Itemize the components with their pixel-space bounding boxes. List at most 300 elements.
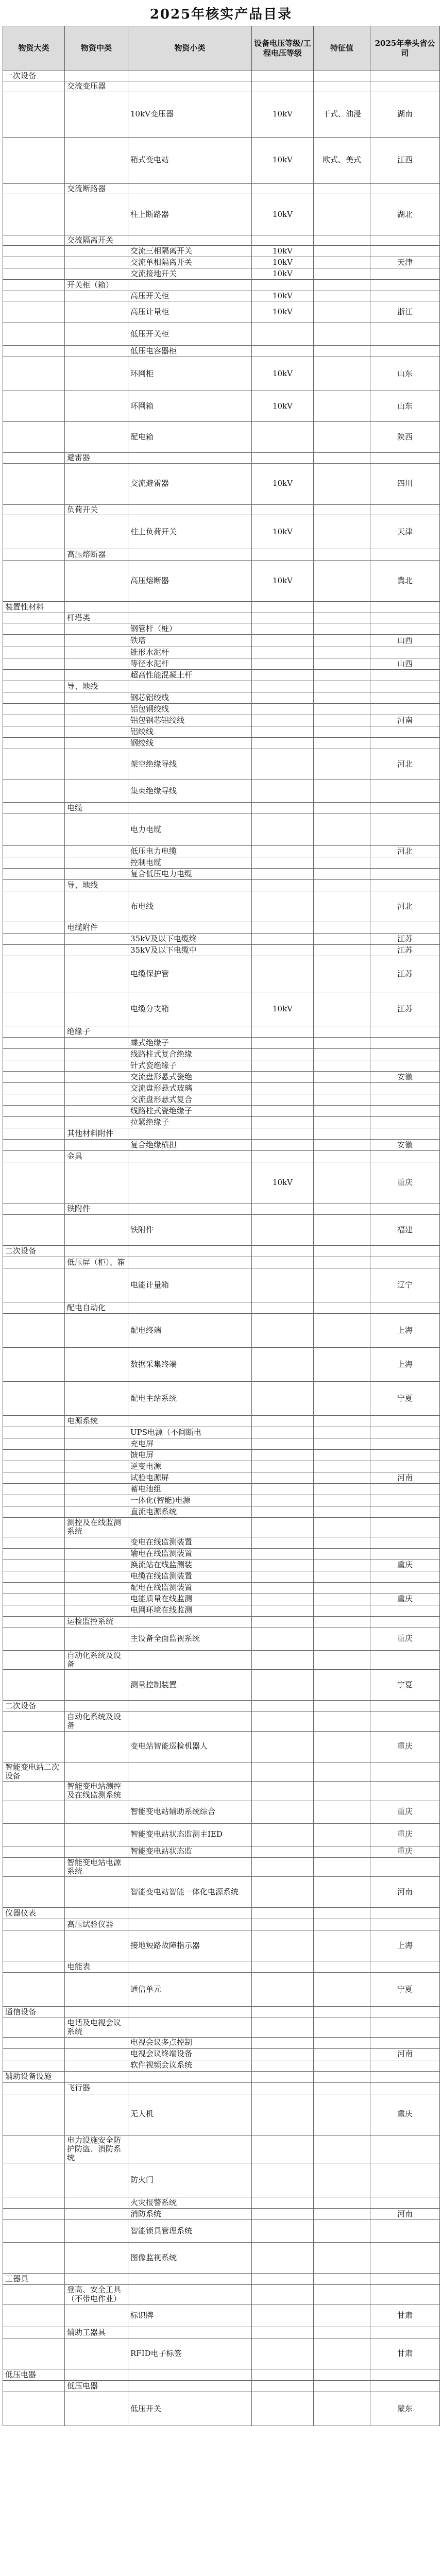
mid-category-cell	[65, 2274, 128, 2285]
sub-category-cell	[128, 613, 252, 623]
table-row	[3, 1257, 440, 1268]
sub-category-cell: 柱上断路器	[128, 194, 252, 235]
feature-cell	[314, 692, 370, 704]
feature-cell	[314, 1026, 370, 1038]
province-cell	[370, 2082, 440, 2094]
table-row	[3, 2209, 440, 2220]
voltage-cell	[252, 504, 314, 515]
major-category-cell	[3, 268, 65, 280]
voltage-cell	[252, 726, 314, 738]
feature-cell	[314, 956, 370, 992]
major-category-cell	[3, 814, 65, 846]
table-row	[3, 880, 440, 891]
table-row	[3, 71, 440, 81]
feature-cell	[314, 81, 370, 92]
voltage-cell	[252, 1083, 314, 1094]
sub-category-cell	[128, 1701, 252, 1712]
header-lead-province: 2025年牵头省公司	[370, 26, 440, 71]
mid-category-cell	[65, 1215, 128, 1246]
province-cell	[370, 1762, 440, 1782]
feature-cell	[314, 1427, 370, 1438]
mid-category-cell	[65, 137, 128, 183]
sub-category-cell: 一体化(智能)电源	[128, 1495, 252, 1506]
mid-category-cell	[65, 1162, 128, 1204]
feature-cell	[314, 1823, 370, 1846]
sub-category-cell	[128, 2135, 252, 2163]
major-category-cell: 智能变电站二次设备	[3, 1762, 65, 1782]
sub-category-cell	[128, 2007, 252, 2018]
major-category-cell	[3, 1314, 65, 1348]
major-category-cell	[3, 2304, 65, 2327]
mid-category-cell	[65, 1450, 128, 1461]
table-row	[3, 945, 440, 956]
feature-cell	[314, 623, 370, 635]
voltage-cell: 10kV	[252, 463, 314, 504]
province-cell	[370, 1246, 440, 1257]
province-cell: 山西	[370, 635, 440, 647]
feature-cell	[314, 2197, 370, 2209]
feature-cell	[314, 1919, 370, 1930]
sub-category-cell: 低压电容器柜	[128, 346, 252, 357]
province-cell	[370, 601, 440, 613]
province-cell	[370, 857, 440, 869]
province-cell	[370, 1049, 440, 1060]
province-cell	[370, 1128, 440, 1140]
feature-cell	[314, 704, 370, 715]
mid-category-cell: 配电自动化	[65, 1302, 128, 1314]
voltage-cell	[252, 738, 314, 749]
major-category-cell	[3, 1846, 65, 1857]
sub-category-cell: 高压熔断器	[128, 560, 252, 601]
major-category-cell	[3, 2094, 65, 2135]
sub-category-cell: 控制电缆	[128, 857, 252, 869]
table-row	[3, 2380, 440, 2392]
sub-category-cell: 智能变电站智能一体化电源系统	[128, 1877, 252, 1908]
feature-cell	[314, 1257, 370, 1268]
feature-cell	[314, 1083, 370, 1094]
sub-category-cell: 变电在线监测装置	[128, 1537, 252, 1548]
major-category-cell	[3, 1427, 65, 1438]
major-category-cell	[3, 194, 65, 235]
major-category-cell: 辅助设备设施	[3, 2071, 65, 2082]
sub-category-cell	[128, 2285, 252, 2304]
mid-category-cell	[65, 869, 128, 880]
province-cell: 山东	[370, 357, 440, 391]
province-cell	[370, 2197, 440, 2209]
feature-cell	[314, 1571, 370, 1582]
mid-category-cell	[65, 715, 128, 726]
feature-cell	[314, 1382, 370, 1416]
major-category-cell	[3, 1140, 65, 1151]
feature-cell	[314, 549, 370, 560]
major-category-cell	[3, 2243, 65, 2274]
mid-category-cell	[65, 2163, 128, 2197]
table-row	[3, 1731, 440, 1762]
voltage-cell	[252, 601, 314, 613]
feature-cell	[314, 1204, 370, 1215]
mid-category-cell	[65, 1106, 128, 1117]
province-cell	[370, 280, 440, 291]
major-category-cell: 通信设备	[3, 2007, 65, 2018]
mid-category-cell	[65, 1582, 128, 1594]
feature-cell	[314, 346, 370, 357]
sub-category-cell	[128, 2369, 252, 2380]
sub-category-cell: 低压开关柜	[128, 323, 252, 346]
sub-category-cell: 蝶式绝缘子	[128, 1038, 252, 1049]
mid-category-cell	[65, 1731, 128, 1762]
sub-category-cell	[128, 1919, 252, 1930]
mid-category-cell	[65, 1823, 128, 1846]
province-cell	[370, 1302, 440, 1314]
voltage-cell	[252, 2274, 314, 2285]
mid-category-cell	[65, 1801, 128, 1823]
province-cell	[370, 2220, 440, 2243]
voltage-cell	[252, 1919, 314, 1930]
feature-cell	[314, 992, 370, 1026]
major-category-cell	[3, 1495, 65, 1506]
province-cell	[370, 1117, 440, 1128]
major-category-cell	[3, 922, 65, 934]
major-category-cell	[3, 1712, 65, 1732]
sub-category-cell: 超高性能混凝土杆	[128, 670, 252, 681]
mid-category-cell: 电力设施安全防护防盗、消防系统	[65, 2135, 128, 2163]
major-category-cell	[3, 2060, 65, 2071]
feature-cell: 干式、油浸	[314, 92, 370, 137]
voltage-cell	[252, 670, 314, 681]
mid-category-cell	[65, 1083, 128, 1094]
sub-category-cell: 防火门	[128, 2163, 252, 2197]
table-row	[3, 1117, 440, 1128]
mid-category-cell	[65, 1348, 128, 1382]
province-cell	[370, 1537, 440, 1548]
table-row	[3, 1571, 440, 1582]
voltage-cell: 10kV	[252, 291, 314, 301]
major-category-cell	[3, 2209, 65, 2220]
feature-cell	[314, 1506, 370, 1518]
table-row	[3, 453, 440, 463]
province-cell	[370, 681, 440, 692]
sub-category-cell: 环网箱	[128, 391, 252, 422]
voltage-cell	[252, 623, 314, 635]
sub-category-cell: 钢管杆（桩）	[128, 623, 252, 635]
mid-category-cell	[65, 891, 128, 922]
table-row	[3, 1215, 440, 1246]
mid-category-cell	[65, 391, 128, 422]
province-cell: 浙江	[370, 301, 440, 323]
sub-category-cell: 配电在线监测装置	[128, 1582, 252, 1594]
province-cell	[370, 1450, 440, 1461]
province-cell: 重庆	[370, 1823, 440, 1846]
voltage-cell	[252, 1128, 314, 1140]
province-cell: 安徽	[370, 1072, 440, 1083]
feature-cell	[314, 2369, 370, 2380]
table-row	[3, 1877, 440, 1908]
sub-category-cell: 电力电缆	[128, 814, 252, 846]
province-cell: 河南	[370, 2048, 440, 2060]
major-category-cell	[3, 1857, 65, 1877]
province-cell: 安徽	[370, 1140, 440, 1151]
sub-category-cell: 试验电源屏	[128, 1472, 252, 1484]
table-row	[3, 1582, 440, 1594]
table-row	[3, 1348, 440, 1382]
table-row	[3, 635, 440, 647]
mid-category-cell	[65, 647, 128, 658]
major-category-cell	[3, 2082, 65, 2094]
province-cell	[370, 1151, 440, 1162]
table-row	[3, 749, 440, 780]
mid-category-cell: 开关柜（箱）	[65, 280, 128, 291]
feature-cell	[314, 1582, 370, 1594]
sub-category-cell: 铝绞线	[128, 726, 252, 738]
major-category-cell	[3, 1628, 65, 1650]
province-cell	[370, 2018, 440, 2038]
voltage-cell	[252, 1026, 314, 1038]
voltage-cell	[252, 2048, 314, 2060]
sub-category-cell	[128, 681, 252, 692]
major-category-cell	[3, 1026, 65, 1038]
sub-category-cell: 电缆分支箱	[128, 992, 252, 1026]
province-cell: 天津	[370, 515, 440, 549]
sub-category-cell: 拉紧绝缘子	[128, 1117, 252, 1128]
sub-category-cell: 电网环境在线监测	[128, 1605, 252, 1616]
major-category-cell	[3, 1416, 65, 1427]
major-category-cell	[3, 560, 65, 601]
feature-cell	[314, 1117, 370, 1128]
feature-cell	[314, 1650, 370, 1670]
voltage-cell	[252, 681, 314, 692]
table-row	[3, 1762, 440, 1782]
mid-category-cell: 智能变电站电源系统	[65, 1857, 128, 1877]
province-cell	[370, 647, 440, 658]
province-cell	[370, 2285, 440, 2304]
voltage-cell	[252, 1961, 314, 1973]
mid-category-cell	[65, 749, 128, 780]
voltage-cell	[252, 1484, 314, 1495]
mid-category-cell	[65, 1506, 128, 1518]
voltage-cell	[252, 2060, 314, 2071]
major-category-cell	[3, 692, 65, 704]
voltage-cell	[252, 2094, 314, 2135]
sub-category-cell: 标识牌	[128, 2304, 252, 2327]
sub-category-cell	[128, 1151, 252, 1162]
table-row	[3, 2197, 440, 2209]
mid-category-cell	[65, 1537, 128, 1548]
major-category-cell	[3, 291, 65, 301]
voltage-cell	[252, 1246, 314, 1257]
mid-category-cell: 电缆附件	[65, 922, 128, 934]
voltage-cell	[252, 1382, 314, 1416]
sub-category-cell: 锥形水泥杆	[128, 647, 252, 658]
voltage-cell	[252, 2071, 314, 2082]
feature-cell	[314, 1461, 370, 1472]
mid-category-cell: 避雷器	[65, 453, 128, 463]
sub-category-cell	[128, 71, 252, 81]
sub-category-cell: 交流盘形悬式复合	[128, 1094, 252, 1106]
mid-category-cell	[65, 623, 128, 635]
major-category-cell	[3, 391, 65, 422]
voltage-cell	[252, 1450, 314, 1461]
mid-category-cell	[65, 846, 128, 857]
mid-category-cell	[65, 1762, 128, 1782]
voltage-cell	[252, 2304, 314, 2327]
major-category-cell	[3, 515, 65, 549]
sub-category-cell: 交流三相隔离开关	[128, 246, 252, 257]
sub-category-cell	[128, 1416, 252, 1427]
feature-cell	[314, 422, 370, 453]
major-category-cell	[3, 1782, 65, 1801]
sub-category-cell: 复合低压电力电缆	[128, 869, 252, 880]
mid-category-cell: 登高、安全工具（不带电作业）	[65, 2285, 128, 2304]
sub-category-cell: 充电屏	[128, 1438, 252, 1450]
sub-category-cell: 35kV及以下电缆终	[128, 934, 252, 945]
mid-category-cell: 智能变电站测控及在线监测系统	[65, 1782, 128, 1801]
mid-category-cell: 交流隔离开关	[65, 235, 128, 245]
sub-category-cell	[128, 922, 252, 934]
voltage-cell	[252, 880, 314, 891]
major-category-cell	[3, 2380, 65, 2392]
voltage-cell	[252, 1537, 314, 1548]
sub-category-cell: 钢绞线	[128, 738, 252, 749]
voltage-cell: 10kV	[252, 137, 314, 183]
sub-category-cell	[128, 453, 252, 463]
major-category-cell	[3, 1548, 65, 1560]
feature-cell	[314, 1038, 370, 1049]
sub-category-cell: 图像监视系统	[128, 2243, 252, 2274]
voltage-cell	[252, 780, 314, 803]
voltage-cell	[252, 2082, 314, 2094]
table-row	[3, 1438, 440, 1450]
major-category-cell	[3, 1257, 65, 1268]
major-category-cell	[3, 1973, 65, 2007]
voltage-cell: 10kV	[252, 560, 314, 601]
voltage-cell	[252, 183, 314, 194]
mid-category-cell: 电话及电视会议系统	[65, 2018, 128, 2038]
feature-cell	[314, 814, 370, 846]
mid-category-cell	[65, 857, 128, 869]
province-cell: 山西	[370, 658, 440, 670]
province-cell	[370, 880, 440, 891]
voltage-cell	[252, 1823, 314, 1846]
feature-cell	[314, 1961, 370, 1973]
voltage-cell	[252, 280, 314, 291]
sub-category-cell	[128, 1908, 252, 1919]
major-category-cell	[3, 1094, 65, 1106]
feature-cell	[314, 880, 370, 891]
major-category-cell	[3, 1060, 65, 1072]
voltage-cell	[252, 1908, 314, 1919]
province-cell	[370, 692, 440, 704]
sub-category-cell: 智能锁具管理系统	[128, 2220, 252, 2243]
province-cell	[370, 1582, 440, 1594]
table-row	[3, 2285, 440, 2304]
voltage-cell	[252, 1930, 314, 1961]
table-row	[3, 246, 440, 257]
province-cell	[370, 1548, 440, 1560]
sub-category-cell: 接地短路故障指示器	[128, 1930, 252, 1961]
table-row	[3, 194, 440, 235]
province-cell	[370, 613, 440, 623]
table-row	[3, 280, 440, 291]
mid-category-cell	[65, 268, 128, 280]
mid-category-cell	[65, 2220, 128, 2243]
mid-category-cell	[65, 1382, 128, 1416]
province-cell: 四川	[370, 463, 440, 504]
sub-category-cell	[128, 1204, 252, 1215]
feature-cell	[314, 323, 370, 346]
voltage-cell	[252, 1049, 314, 1060]
province-cell: 河北	[370, 749, 440, 780]
feature-cell	[314, 891, 370, 922]
feature-cell	[314, 1060, 370, 1072]
feature-cell	[314, 2274, 370, 2285]
table-row	[3, 891, 440, 922]
major-category-cell	[3, 1484, 65, 1495]
major-category-cell	[3, 1731, 65, 1762]
feature-cell	[314, 235, 370, 245]
province-cell: 甘肃	[370, 2338, 440, 2369]
table-row	[3, 613, 440, 623]
mid-category-cell	[65, 346, 128, 357]
sub-category-cell	[128, 2274, 252, 2285]
feature-cell	[314, 846, 370, 857]
voltage-cell	[252, 749, 314, 780]
feature-cell	[314, 2285, 370, 2304]
mid-category-cell: 杆塔类	[65, 613, 128, 623]
feature-cell	[314, 1438, 370, 1450]
table-row	[3, 992, 440, 1026]
major-category-cell	[3, 1106, 65, 1117]
voltage-cell	[252, 422, 314, 453]
mid-category-cell: 交流变压器	[65, 81, 128, 92]
sub-category-cell: 消防系统	[128, 2209, 252, 2220]
sub-category-cell	[128, 803, 252, 814]
table-row	[3, 1302, 440, 1314]
major-category-cell	[3, 623, 65, 635]
voltage-cell	[252, 1268, 314, 1302]
mid-category-cell	[65, 956, 128, 992]
major-category-cell	[3, 92, 65, 137]
province-cell	[370, 1571, 440, 1582]
mid-category-cell: 其他材料附件	[65, 1128, 128, 1140]
table-row	[3, 2243, 440, 2274]
voltage-cell	[252, 704, 314, 715]
feature-cell	[314, 1049, 370, 1060]
mid-category-cell	[65, 560, 128, 601]
table-row	[3, 137, 440, 183]
feature-cell	[314, 1268, 370, 1302]
voltage-cell	[252, 1605, 314, 1616]
mid-category-cell	[65, 726, 128, 738]
major-category-cell	[3, 1560, 65, 1571]
province-cell	[370, 1495, 440, 1506]
table-row	[3, 814, 440, 846]
voltage-cell	[252, 1506, 314, 1518]
mid-category-cell	[65, 2197, 128, 2209]
table-row	[3, 1857, 440, 1877]
mid-category-cell	[65, 635, 128, 647]
voltage-cell	[252, 846, 314, 857]
table-row	[3, 2327, 440, 2338]
voltage-cell	[252, 2037, 314, 2048]
voltage-cell	[252, 934, 314, 945]
province-cell	[370, 1038, 440, 1049]
voltage-cell: 10kV	[252, 391, 314, 422]
province-cell: 江苏	[370, 992, 440, 1026]
mid-category-cell	[65, 1060, 128, 1072]
feature-cell	[314, 1472, 370, 1484]
sub-category-cell: 电能质量在线监测	[128, 1594, 252, 1605]
major-category-cell	[3, 1348, 65, 1382]
